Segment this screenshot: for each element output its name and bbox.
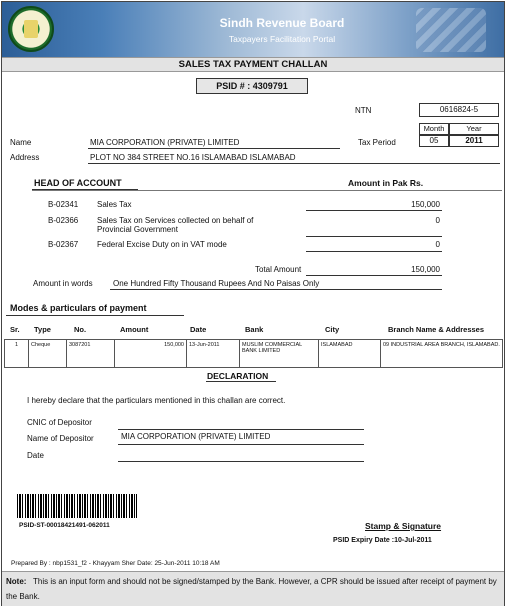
declaration-text: I hereby declare that the particulars mentioned in this challan are correct. <box>27 396 286 405</box>
name-label: Name <box>10 138 32 147</box>
month-value: 05 <box>419 135 449 147</box>
header-title: Sindh Revenue Board <box>219 16 345 30</box>
col-header: Branch Name & Addresses <box>388 325 485 334</box>
month-label: Month <box>419 123 449 135</box>
total-amount: 150,000 <box>411 265 440 274</box>
note-box <box>2 571 504 606</box>
account-desc: Federal Excise Duty on in VAT mode <box>97 240 227 249</box>
col-header: City <box>325 325 340 334</box>
ntn-label: NTN <box>355 106 372 115</box>
cnic-label: CNIC of Depositor <box>27 418 92 427</box>
cell-city: ISLAMABAD <box>319 340 381 368</box>
psid-code: PSID-ST-000184214​91-062011 <box>19 522 110 529</box>
account-code: B-02366 <box>48 216 79 225</box>
page-header <box>2 2 504 57</box>
stamp-signature-label: Stamp & Signature <box>365 521 442 531</box>
date-label: Date <box>27 451 44 460</box>
col-header: No. <box>74 325 87 334</box>
amount-heading: Amount in Pak Rs. <box>348 178 424 188</box>
cell-no: 3087201 <box>67 340 115 368</box>
total-label: Total Amount <box>255 265 302 274</box>
barcode-icon <box>17 494 137 518</box>
account-amount: 150,000 <box>411 200 440 209</box>
psid-box: PSID # : 4309791 <box>196 78 308 94</box>
note-text: This is an input form and should not be signed/stamped by the Bank. However, a CPR should be issued after receipt of payment by the Bank. <box>6 577 497 601</box>
header-subtitle: Taxpayers Facilitation Portal <box>228 34 336 44</box>
taxpayer-address: PLOT NO 384 STREET NO.16 ISLAMABAD ISLAMABAD <box>90 153 296 162</box>
account-desc: Sales Tax <box>97 200 132 209</box>
account-desc: Sales Tax on Services collected on behalf of <box>97 216 254 225</box>
amount-in-words: One Hundred Fifty Thousand Rupees And No Paisas Only <box>113 279 320 288</box>
year-value: 2011 <box>449 135 499 147</box>
col-header: Amount <box>120 325 149 334</box>
words-label: Amount in words <box>33 279 93 288</box>
account-code: B-02341 <box>48 200 79 209</box>
depositor-label: Name of Depositor <box>27 434 94 443</box>
cell-type: Cheque <box>29 340 67 368</box>
account-amount: 0 <box>435 240 440 249</box>
psid-expiry: PSID Expiry Date :10-Jul-2011 <box>333 537 432 544</box>
cell-date: 13-Jun-2011 <box>187 340 240 368</box>
cell-sr: 1 <box>5 340 29 368</box>
head-of-account-heading: HEAD OF ACCOUNT <box>34 178 122 188</box>
address-label: Address <box>10 153 40 162</box>
tax-period-label: Tax Period <box>358 138 396 147</box>
col-header: Sr. <box>10 325 20 334</box>
account-amount: 0 <box>435 216 440 225</box>
payment-table <box>4 339 503 368</box>
prepared-by: Prepared By : nbp1531_f2 - Khayyam Sher Date: 25-Jun-2011 10:18 AM <box>11 560 220 567</box>
col-header: Date <box>190 325 207 334</box>
cell-bank: MUSLIM COMMERCIAL BANK LIMITED <box>240 340 319 368</box>
table-row <box>5 340 503 368</box>
account-code: B-02367 <box>48 240 79 249</box>
cell-branch: 09 INDUSTRIAL AREA BRANCH, ISLAMABAD. <box>381 340 503 368</box>
year-label: Year <box>449 123 499 135</box>
cell-amount: 150,000 <box>115 340 187 368</box>
srb-logo-icon <box>8 6 54 52</box>
note-label: Note: <box>6 577 27 586</box>
depositor-name: MIA CORPORATION (PRIVATE) LIMITED <box>121 432 271 441</box>
challan-title: SALES TAX PAYMENT CHALLAN <box>2 57 504 72</box>
header-banner-image <box>416 8 486 52</box>
payment-heading: Modes & particulars of payment <box>10 303 147 313</box>
taxpayer-name: MIA CORPORATION (PRIVATE) LIMITED <box>90 138 240 147</box>
declaration-heading: DECLARATION <box>207 371 269 381</box>
col-header: Type <box>34 325 51 334</box>
account-desc-line2: Provincial Government <box>97 225 178 234</box>
col-header: Bank <box>245 325 264 334</box>
ntn-value: 0616824-5 <box>419 103 499 117</box>
